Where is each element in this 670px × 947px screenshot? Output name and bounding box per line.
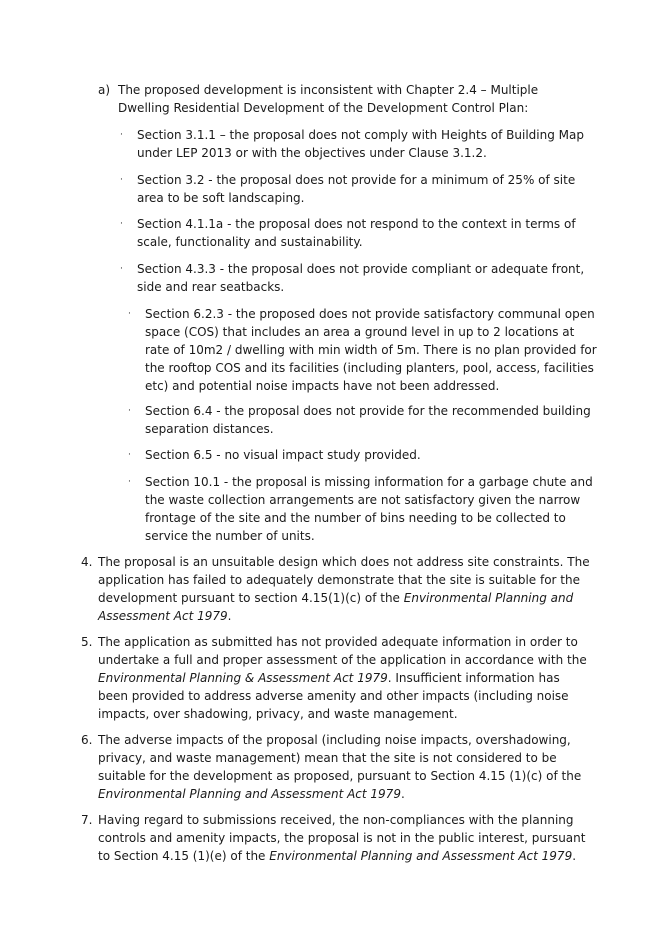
- bullet-item: [120, 215, 590, 251]
- list-item-4: [81, 553, 591, 625]
- list-item-5: [81, 633, 591, 723]
- bullet-dot: ·: [128, 477, 131, 487]
- item-number: 7.: [81, 813, 93, 827]
- bullet-dot: ·: [128, 309, 131, 319]
- bullet-item: [128, 402, 598, 438]
- bullet-text: Section 6.5 - no visual impact study provided.: [145, 448, 421, 462]
- bullet-item: [128, 305, 598, 395]
- bullet-text: Section 6.2.3 - the proposed does not provide satisfactory communal open space (COS) that includes an area a ground level in up to 2 locations at rate of 10m2 / dwelling with min width of 5m. There is no plan provided for the rooftop COS and its facilities (including planters, pool, access, facilities etc) and potential noise impacts have not been addressed.: [145, 307, 597, 393]
- bullet-item: [120, 171, 590, 207]
- item-text: The proposed development is inconsistent with Chapter 2.4 – Multiple Dwelling Residential Development of the Development Control Plan:: [118, 83, 539, 115]
- bullet-dot: ·: [120, 219, 123, 229]
- bullet-dot: ·: [128, 450, 131, 460]
- bullet-item: [120, 260, 590, 296]
- bullet-item: [128, 473, 598, 545]
- list-item-6: [81, 731, 591, 803]
- bullet-dot: ·: [120, 264, 123, 274]
- item-text: The adverse impacts of the proposal (including noise impacts, overshadowing, privacy, and waste management) mean that the site is not considered to be suitable for the development as proposed, pursuant to Section 4.15 (1)(c) of the Environmental Planning and Assessment Act 1979.: [98, 733, 582, 801]
- bullet-item: [128, 446, 598, 464]
- list-item-7: [81, 811, 591, 865]
- item-text: The application as submitted has not provided adequate information in order to undertake a full and proper assessment of the application in accordance with the Environmental Planning & Assessment Act 1979. Insufficient information has been provided to address adverse amenity and other impacts (including noise impacts, over shadowing, privacy, and waste management.: [98, 635, 587, 721]
- item-label: a): [98, 83, 111, 97]
- act-title: Environmental Planning & Assessment Act 1979: [98, 671, 388, 685]
- act-title: Environmental Planning and Assessment Act 1979: [98, 591, 574, 623]
- bullet-dot: ·: [120, 130, 123, 140]
- bullet-text: Section 4.3.3 - the proposal does not provide compliant or adequate front, side and rear seatbacks.: [137, 262, 585, 294]
- bullet-text: Section 4.1.1a - the proposal does not respond to the context in terms of scale, functionality and sustainability.: [137, 217, 576, 249]
- act-title: Environmental Planning and Assessment Act 1979: [269, 849, 573, 863]
- item-number: 5.: [81, 635, 93, 649]
- bullet-text: Section 3.1.1 – the proposal does not comply with Heights of Building Map under LEP 2013 or with the objectives under Clause 3.1.2.: [137, 128, 584, 160]
- act-title: Environmental Planning and Assessment Act 1979: [98, 787, 401, 801]
- bullet-dot: ·: [120, 175, 123, 185]
- bullet-text: Section 10.1 - the proposal is missing information for a garbage chute and the waste collection arrangements are not satisfactory given the narrow frontage of the site and the number of bins needing to be collected to service the number of units.: [145, 475, 593, 543]
- item-text: Having regard to submissions received, the non-compliances with the planning controls and amenity impacts, the proposal is not in the public interest, pursuant to Section 4.15 (1)(e) of the Environmental Planning and Assessment Act 1979.: [98, 813, 586, 863]
- list-item-a: [98, 81, 578, 117]
- item-number: 4.: [81, 555, 93, 569]
- item-number: 6.: [81, 733, 93, 747]
- bullet-dot: ·: [128, 406, 131, 416]
- bullet-text: Section 6.4 - the proposal does not provide for the recommended building separation distances.: [145, 404, 591, 436]
- bullet-item: [120, 126, 590, 162]
- item-text: The proposal is an unsuitable design which does not address site constraints. The application has failed to adequately demonstrate that the site is suitable for the development pursuant to section 4.15(1)(c) of the Environmental Planning and Assessment Act 1979.: [98, 555, 590, 623]
- bullet-text: Section 3.2 - the proposal does not provide for a minimum of 25% of site area to be soft landscaping.: [137, 173, 576, 205]
